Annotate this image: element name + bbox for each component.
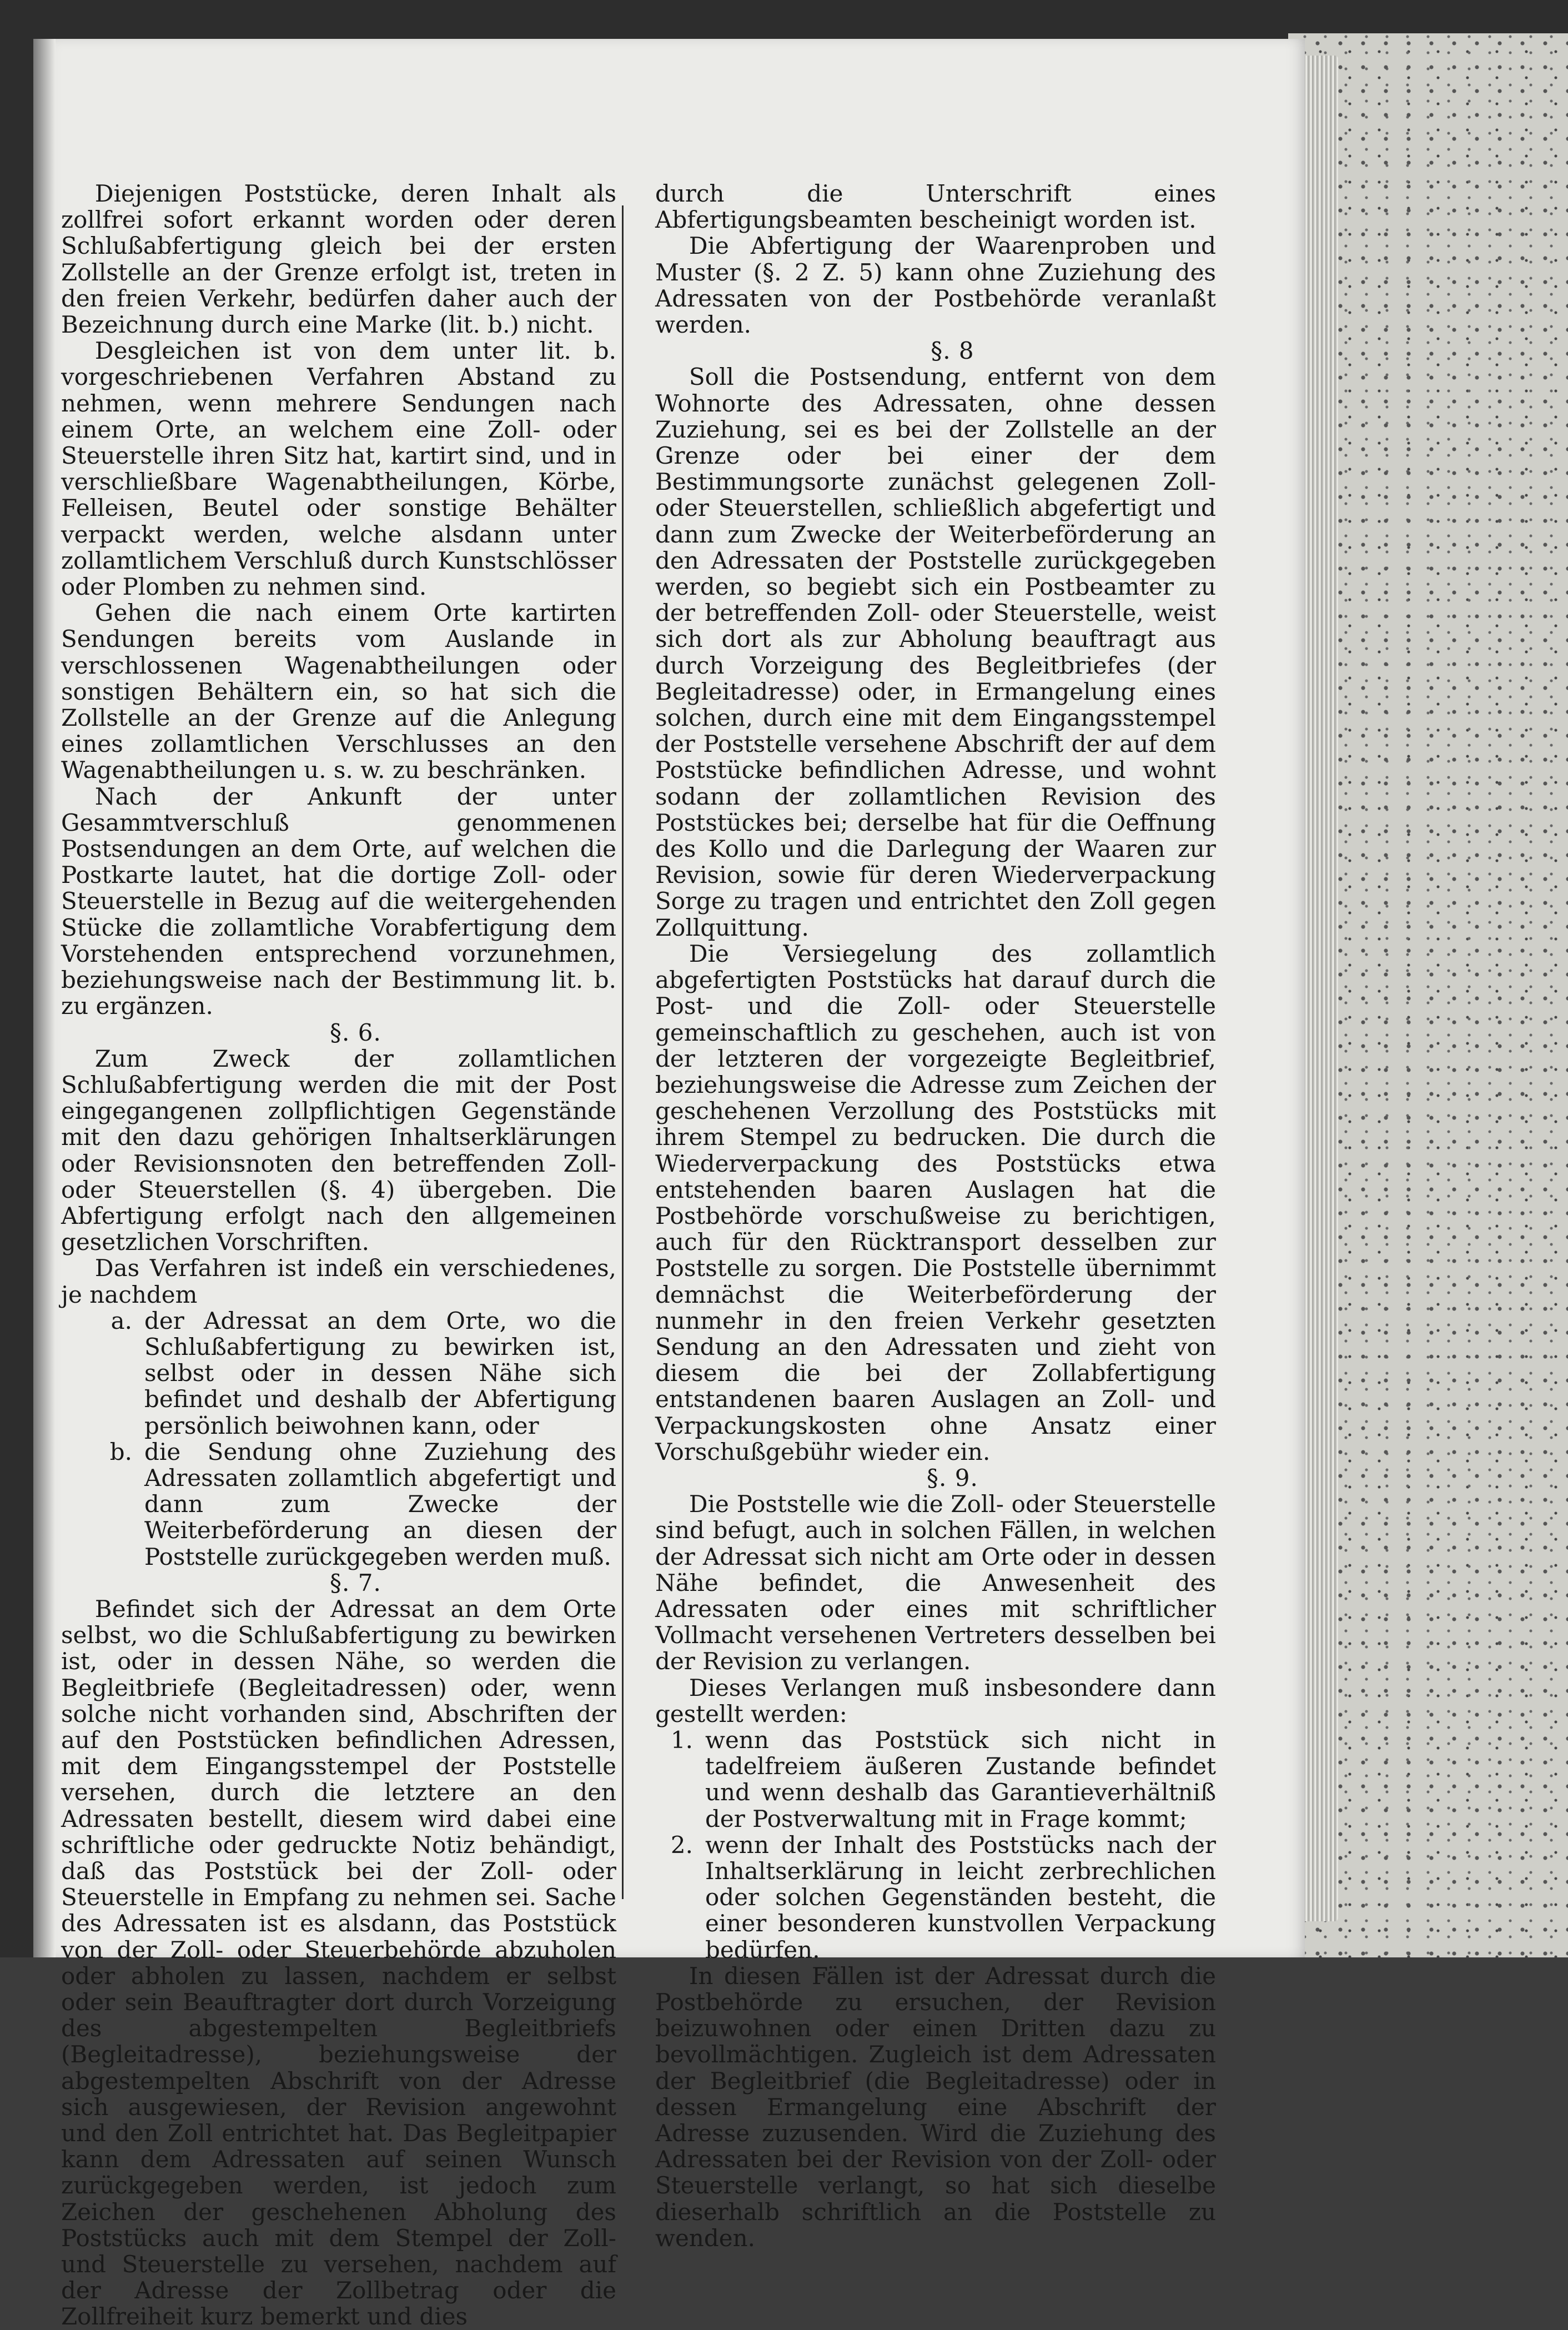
section-heading-8: §. 8 xyxy=(931,337,974,365)
section-heading-6: §. 6. xyxy=(330,1018,381,1046)
paragraph: Die Versiegelung des zollamtlich abgefertigten Poststücks hat darauf durch die Post- und die Zoll- oder Steuerstelle gemeinschaftlich zu geschehen, auch ist von der letzteren der vorgezeigte Begleitbrief, beziehungsweise die Adresse zum Zeichen der geschehenen Verzollung des Poststücks mit ihrem Stempel zu bedrucken. Die durch die Wiederverpackung des Poststücks etwa entstehenden baaren Auslagen hat die Postbehörde vorschußweise zu berichtigen, auch für den Rücktransport desselben zur Poststelle zu sorgen. Die Poststelle übernimmt demnächst die Weiterbeförderung der nunmehr in den freien Verkehr gesetzten Sendung an den Adressaten und zieht von diesem die bei der Zollabfertigung entstandenen baaren Auslagen an Zoll- und Verpackungskosten ohne Ansatz einer Vorschußgebühr wieder ein. xyxy=(655,940,1216,1465)
paragraph: Diejenigen Poststücke, deren Inhalt als zollfrei sofort erkannt worden oder deren Schlußabfertigung gleich bei der ersten Zollstelle an der Grenze erfolgt ist, treten in den freien Verkehr, bedürfen daher auch der Bezeichnung durch eine Marke (lit. b.) nicht. xyxy=(61,180,616,339)
list-marker: a. xyxy=(110,1307,132,1334)
paragraph: Desgleichen ist von dem unter lit. b. vorgeschriebenen Verfahren Abstand zu nehmen, wenn mehrere Sendungen nach einem Orte, an welchem eine Zoll- oder Steuerstelle ihren Sitz hat, kartirt sind, und in verschließbare Wagenabtheilungen, Körbe, Felleisen, Beutel oder sonstige Behälter verpackt werden, welche alsdann unter zollamtlichem Verschluß durch Kunstschlösser oder Plomben zu nehmen sind. xyxy=(61,337,616,601)
list-item-1 xyxy=(655,1727,1216,1832)
left-column xyxy=(61,180,616,2330)
section-heading-7: §. 7. xyxy=(330,1569,381,1596)
list-marker: 2. xyxy=(670,1831,693,1859)
paragraph: Nach der Ankunft der unter Gesammtverschluß genommenen Postsendungen an dem Orte, auf welchen die Postkarte lautet, hat die dortige Zoll- oder Steuerstelle in Bezug auf die weitergehenden Stücke die zollamtliche Vorabfertigung dem Vorstehenden entsprechend vorzunehmen, beziehungsweise nach der Bestimmung lit. b. zu ergänzen. xyxy=(61,782,616,1020)
paragraph: Zum Zweck der zollamtlichen Schlußabfertigung werden die mit der Post eingegangenen zollpflichtigen Gegenstände mit den dazu gehörigen Inhaltserklärungen oder Revisionsnoten den betreffenden Zoll- oder Steuerstellen (§. 4) übergeben. Die Abfertigung erfolgt nach den allgemeinen gesetzlichen Vorschriften. xyxy=(61,1045,616,1256)
paragraph: Soll die Postsendung, entfernt von dem Wohnorte des Adressaten, ohne dessen Zuziehung, sei es bei der Zollstelle an der Grenze oder bei einer der dem Bestimmungsorte zunächst gelegenen Zoll- oder Steuerstellen, schließlich abgefertigt und dann zum Zwecke der Weiterbeförderung an den Adressaten der Poststelle zurückgegeben werden, so begiebt sich ein Postbeamter zu der betreffenden Zoll- oder Steuerstelle, weist sich dort als zur Abholung beauftragt aus durch Vorzeigung des Begleitbriefes (der Begleitadresse) oder, in Ermangelung eines solchen, durch eine mit dem Eingangsstempel der Poststelle versehene Abschrift der auf dem Poststücke befindlichen Adresse, und wohnt sodann der zollamtlichen Revision des Poststückes bei; derselbe hat für die Oeffnung des Kollo und die Darlegung der Waaren zur Revision, sowie für deren Wiederverpackung Sorge zu tragen und entrichtet den Zoll gegen Zollquittung. xyxy=(655,363,1216,941)
list-item-a xyxy=(61,1308,616,1439)
list-item-2 xyxy=(655,1832,1216,1963)
list-item-text: wenn das Poststück sich nicht in tadelfreiem äußeren Zustande befindet und wenn deshalb das Garantieverhältniß der Postverwaltung mit in Frage kommt; xyxy=(705,1726,1216,1832)
section-heading-9: §. 9. xyxy=(927,1464,978,1492)
paragraph: Die Abfertigung der Waarenproben und Muster (§. 2 Z. 5) kann ohne Zuziehung des Adressaten von der Postbehörde veranlaßt werden. xyxy=(655,232,1216,339)
list-item-text: wenn der Inhalt des Poststücks nach der Inhaltserklärung in leicht zerbrechlichen oder solchen Gegenständen besteht, die einer besonderen kunstvollen Verpackung bedürfen. xyxy=(705,1831,1216,1964)
gutter-shadow xyxy=(33,39,56,1957)
book-page xyxy=(33,39,1305,2330)
list-item-text: der Adressat an dem Orte, wo die Schlußabfertigung zu bewirken ist, selbst oder in dessen Nähe sich befindet und deshalb der Abfertigung persönlich beiwohnen kann, oder xyxy=(144,1307,616,1439)
list-item-b xyxy=(61,1439,616,1570)
paragraph: Gehen die nach einem Orte kartirten Sendungen bereits vom Auslande in verschlossenen Wagenabtheilungen oder sonstigen Behältern ein, so hat sich die Zollstelle an der Grenze auf die Anlegung eines zollamtlichen Verschlusses an den Wagenabtheilungen u. s. w. zu beschränken. xyxy=(61,599,616,784)
list-item-text: die Sendung ohne Zuziehung des Adressaten zollamtlich abgefertigt und dann zum Zwecke der Weiterbeförderung an diesen der Poststelle zurückgegeben werden muß. xyxy=(144,1438,616,1570)
paragraph: In diesen Fällen ist der Adressat durch die Postbehörde zu ersuchen, der Revision beizuwohnen oder einen Dritten dazu zu bevollmächtigen. Zugleich ist dem Adressaten der Begleitbrief (die Begleitadresse) oder in dessen Ermangelung eine Abschrift der Adresse zuzusenden. Wird die Zuziehung des Adressaten bei der Revision von der Zoll- oder Steuerstelle verlangt, so hat sich dieselbe dieserhalb schriftlich an die Poststelle zu wenden. xyxy=(655,1962,1216,2252)
paragraph: Die Poststelle wie die Zoll- oder Steuerstelle sind befugt, auch in solchen Fällen, in welchen der Adressat sich nicht am Orte oder in dessen Nähe befindet, die Anwesenheit des Adressaten oder eines mit schriftlicher Vollmacht versehenen Vertreters desselben bei der Revision zu verlangen. xyxy=(655,1490,1216,1675)
paragraph: Befindet sich der Adressat an dem Orte selbst, wo die Schlußabfertigung zu bewirken ist, oder in dessen Nähe, so werden die Begleitbriefe (Begleitadressen) oder, wenn solche nicht vorhanden sind, Abschriften der auf den Poststücken befindlichen Adressen, mit dem Eingangsstempel der Poststelle versehen, durch die letztere an den Adressaten bestellt, diesem wird dabei eine schriftliche oder gedruckte Notiz behändigt, daß das Poststück bei der Zoll- oder Steuerstelle in Empfang zu nehmen sei. Sache des Adressaten ist es alsdann, das Poststück von der Zoll- oder Steuerbehörde abzuholen oder abholen zu lassen, nachdem er selbst oder sein Beauftragter dort durch Vorzeigung des abgestempelten Begleitbriefs (Begleitadresse), beziehungsweise der abgestempelten Abschrift von der Adresse sich ausgewiesen, der Revision angewohnt und den Zoll entrichtet hat. Das Begleitpapier kann dem Adressaten auf seinen Wunsch zurückgegeben werden, ist jedoch zum Zeichen der geschehenen Abholung des Poststücks auch mit dem Stempel der Zoll- und Steuerstelle zu versehen, nachdem auf der Adresse der Zollbetrag oder die Zollfreiheit kurz bemerkt und dies xyxy=(61,1595,616,2330)
column-divider xyxy=(622,205,624,1899)
paragraph: durch die Unterschrift eines Abfertigungsbeamten bescheinigt worden ist. xyxy=(655,180,1216,234)
paragraph: Das Verfahren ist indeß ein verschiedenes, je nachdem xyxy=(61,1254,616,1308)
list-marker: 1. xyxy=(670,1726,693,1754)
list-marker: b. xyxy=(109,1438,132,1465)
right-column xyxy=(655,180,1216,2251)
paragraph: Dieses Verlangen muß insbesondere dann gestellt werden: xyxy=(655,1674,1216,1728)
